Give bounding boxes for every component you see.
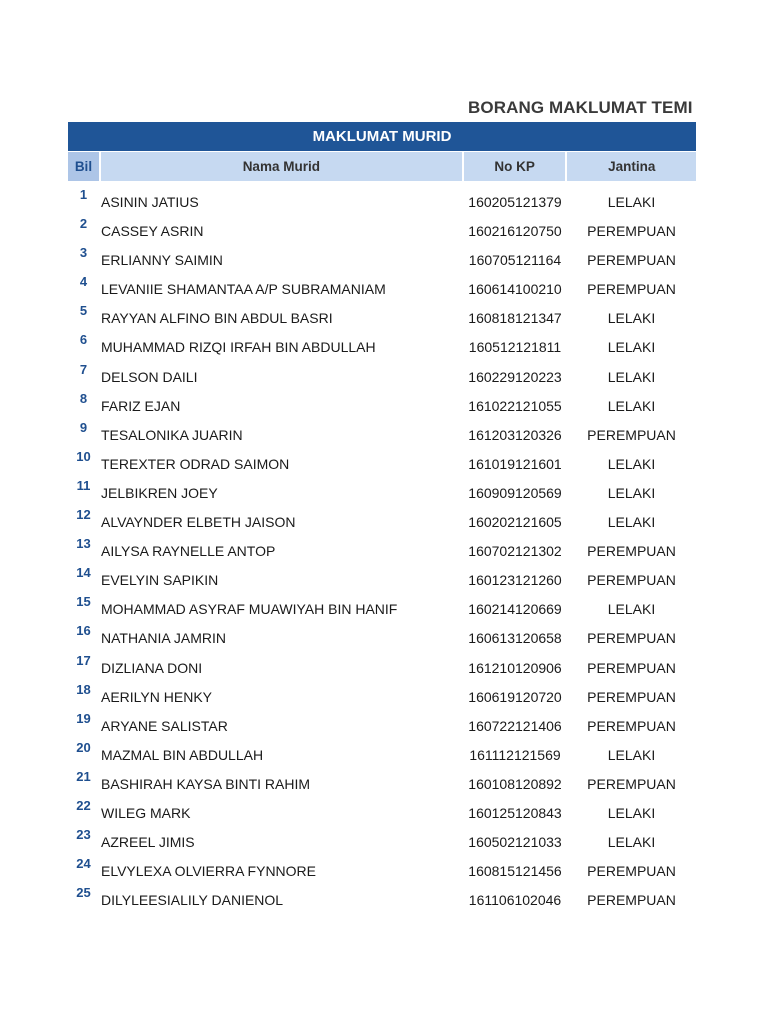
row-number: 18 bbox=[76, 681, 91, 697]
gender: LELAKI bbox=[607, 746, 656, 763]
gender: PEREMPUAN bbox=[587, 223, 676, 240]
student-name: NATHANIA JAMRIN bbox=[101, 630, 226, 647]
student-name: LEVANIIE SHAMANTAA A/P SUBRAMANIAM bbox=[101, 281, 386, 298]
student-name: BASHIRAH KAYSA BINTI RAHIM bbox=[101, 775, 311, 792]
row-number: 14 bbox=[76, 565, 91, 581]
row-number: 8 bbox=[79, 390, 88, 406]
ic-number: 160815121456 bbox=[468, 863, 562, 880]
row-number: 4 bbox=[79, 274, 88, 290]
row-number: 6 bbox=[79, 332, 88, 348]
gender: LELAKI bbox=[607, 484, 656, 501]
gender: LELAKI bbox=[607, 804, 656, 821]
ic-number: 160125120843 bbox=[468, 804, 562, 821]
row-number: 16 bbox=[76, 623, 91, 639]
student-name: ELVYLEXA OLVIERRA FYNNORE bbox=[101, 863, 317, 880]
student-name: MOHAMMAD ASYRAF MUAWIYAH BIN HANIF bbox=[101, 601, 398, 618]
column-header-nama: Nama Murid bbox=[101, 152, 462, 181]
student-name: CASSEY ASRIN bbox=[101, 223, 204, 240]
row-number: 13 bbox=[76, 536, 91, 552]
table-row bbox=[68, 214, 696, 243]
ic-number: 161210120906 bbox=[468, 659, 562, 676]
student-name: FARIZ EJAN bbox=[101, 397, 181, 414]
ic-number: 160123121260 bbox=[468, 572, 562, 589]
ic-number: 161203120326 bbox=[468, 426, 562, 443]
row-number: 17 bbox=[76, 652, 91, 668]
gender: PEREMPUAN bbox=[587, 863, 676, 880]
table-row bbox=[68, 767, 696, 796]
gender: PEREMPUAN bbox=[587, 426, 676, 443]
student-name: WILEG MARK bbox=[101, 804, 191, 821]
gender: PEREMPUAN bbox=[587, 775, 676, 792]
gender: LELAKI bbox=[607, 397, 656, 414]
row-number: 3 bbox=[79, 245, 88, 261]
student-name: AZREEL JIMIS bbox=[101, 834, 195, 851]
gender: PEREMPUAN bbox=[587, 659, 676, 676]
row-number: 12 bbox=[76, 507, 91, 523]
gender: PEREMPUAN bbox=[587, 543, 676, 560]
student-name: MUHAMMAD RIZQI IRFAH BIN ABDULLAH bbox=[101, 339, 376, 356]
ic-number: 161112121569 bbox=[469, 746, 561, 763]
student-name: TESALONIKA JUARIN bbox=[101, 426, 243, 443]
table-row bbox=[68, 330, 696, 359]
ic-number: 160909120569 bbox=[468, 484, 562, 501]
row-number: 21 bbox=[76, 768, 91, 784]
table-row bbox=[68, 301, 696, 330]
row-number: 10 bbox=[76, 448, 91, 464]
row-number: 5 bbox=[79, 303, 88, 319]
gender: PEREMPUAN bbox=[587, 630, 676, 647]
student-name: MAZMAL BIN ABDULLAH bbox=[101, 746, 264, 763]
ic-number: 160216120750 bbox=[468, 223, 562, 240]
column-header-row bbox=[68, 151, 696, 181]
gender: PEREMPUAN bbox=[587, 717, 676, 734]
gender: PEREMPUAN bbox=[587, 572, 676, 589]
table-row bbox=[68, 476, 696, 505]
student-name: DIZLIANA DONI bbox=[101, 659, 203, 676]
student-name: ERLIANNY SAIMIN bbox=[101, 252, 223, 269]
table-row bbox=[68, 418, 696, 447]
table-row bbox=[68, 360, 696, 389]
ic-number: 160512121811 bbox=[468, 339, 562, 356]
student-name: DELSON DAILI bbox=[101, 368, 198, 385]
gender: LELAKI bbox=[607, 514, 656, 531]
ic-number: 160202121605 bbox=[468, 514, 562, 531]
gender: PEREMPUAN bbox=[587, 252, 676, 269]
row-number: 24 bbox=[76, 856, 91, 872]
gender: LELAKI bbox=[607, 455, 656, 472]
table-row bbox=[68, 825, 696, 854]
student-name: AILYSA RAYNELLE ANTOP bbox=[101, 543, 276, 560]
ic-number: 160229120223 bbox=[468, 368, 562, 385]
row-number: 22 bbox=[76, 797, 91, 813]
ic-number: 161022121055 bbox=[468, 397, 562, 414]
gender: LELAKI bbox=[607, 194, 656, 210]
table-body bbox=[68, 185, 696, 912]
ic-number: 160722121406 bbox=[468, 717, 562, 734]
row-number: 9 bbox=[79, 419, 88, 435]
student-name: DILYLEESIALILY DANIENOL bbox=[101, 892, 284, 909]
ic-number: 160614100210 bbox=[468, 281, 562, 298]
gender: PEREMPUAN bbox=[587, 688, 676, 705]
student-name: ALVAYNDER ELBETH JAISON bbox=[101, 514, 296, 531]
table-row bbox=[68, 680, 696, 709]
ic-number: 160205121379 bbox=[468, 194, 562, 210]
table-row bbox=[68, 243, 696, 272]
student-name: JELBIKREN JOEY bbox=[101, 484, 218, 501]
table-row bbox=[68, 534, 696, 563]
document-title: BORANG MAKLUMAT TEMI bbox=[468, 98, 693, 117]
ic-number: 161106102046 bbox=[468, 892, 562, 909]
table-row bbox=[68, 796, 696, 825]
student-name: EVELYIN SAPIKIN bbox=[101, 572, 219, 589]
row-number: 15 bbox=[76, 594, 91, 610]
column-header-jantina: Jantina bbox=[567, 152, 696, 181]
row-number: 20 bbox=[76, 739, 91, 755]
row-number: 19 bbox=[76, 710, 91, 726]
ic-number: 161019121601 bbox=[468, 455, 562, 472]
row-number: 1 bbox=[79, 187, 88, 202]
student-name: AERILYN HENKY bbox=[101, 688, 212, 705]
table-row bbox=[68, 651, 696, 680]
gender: LELAKI bbox=[607, 834, 656, 851]
student-name: TEREXTER ODRAD SAIMON bbox=[101, 455, 290, 472]
gender: PEREMPUAN bbox=[587, 892, 676, 909]
student-name: RAYYAN ALFINO BIN ABDUL BASRI bbox=[101, 310, 333, 327]
ic-number: 160702121302 bbox=[468, 543, 562, 560]
ic-number: 160619120720 bbox=[468, 688, 562, 705]
row-number: 11 bbox=[76, 477, 91, 493]
table-row bbox=[68, 621, 696, 650]
table-row bbox=[68, 854, 696, 883]
table-row bbox=[68, 185, 696, 214]
ic-number: 160214120669 bbox=[468, 601, 562, 618]
gender: LELAKI bbox=[607, 368, 656, 385]
table-row bbox=[68, 592, 696, 621]
ic-number: 160705121164 bbox=[468, 252, 562, 269]
gender: PEREMPUAN bbox=[587, 281, 676, 298]
table-row bbox=[68, 709, 696, 738]
gender: LELAKI bbox=[607, 310, 656, 327]
column-header-bil: Bil bbox=[68, 152, 99, 181]
gender: LELAKI bbox=[607, 601, 656, 618]
section-header: MAKLUMAT MURID bbox=[68, 122, 696, 151]
row-number: 7 bbox=[79, 361, 88, 377]
ic-number: 160108120892 bbox=[468, 775, 562, 792]
table-row bbox=[68, 563, 696, 592]
table-row bbox=[68, 505, 696, 534]
table-row bbox=[68, 447, 696, 476]
table-row bbox=[68, 272, 696, 301]
row-number: 25 bbox=[76, 885, 91, 901]
ic-number: 160613120658 bbox=[468, 630, 562, 647]
table-row bbox=[68, 738, 696, 767]
row-number: 2 bbox=[79, 216, 88, 232]
ic-number: 160502121033 bbox=[468, 834, 562, 851]
student-name: ASININ JATIUS bbox=[101, 194, 199, 210]
gender: LELAKI bbox=[607, 339, 656, 356]
table-row bbox=[68, 389, 696, 418]
student-name: ARYANE SALISTAR bbox=[101, 717, 228, 734]
table-row bbox=[68, 883, 696, 912]
row-number: 23 bbox=[76, 827, 91, 843]
ic-number: 160818121347 bbox=[468, 310, 562, 327]
column-header-nokp: No KP bbox=[464, 152, 566, 181]
student-table bbox=[68, 122, 696, 912]
